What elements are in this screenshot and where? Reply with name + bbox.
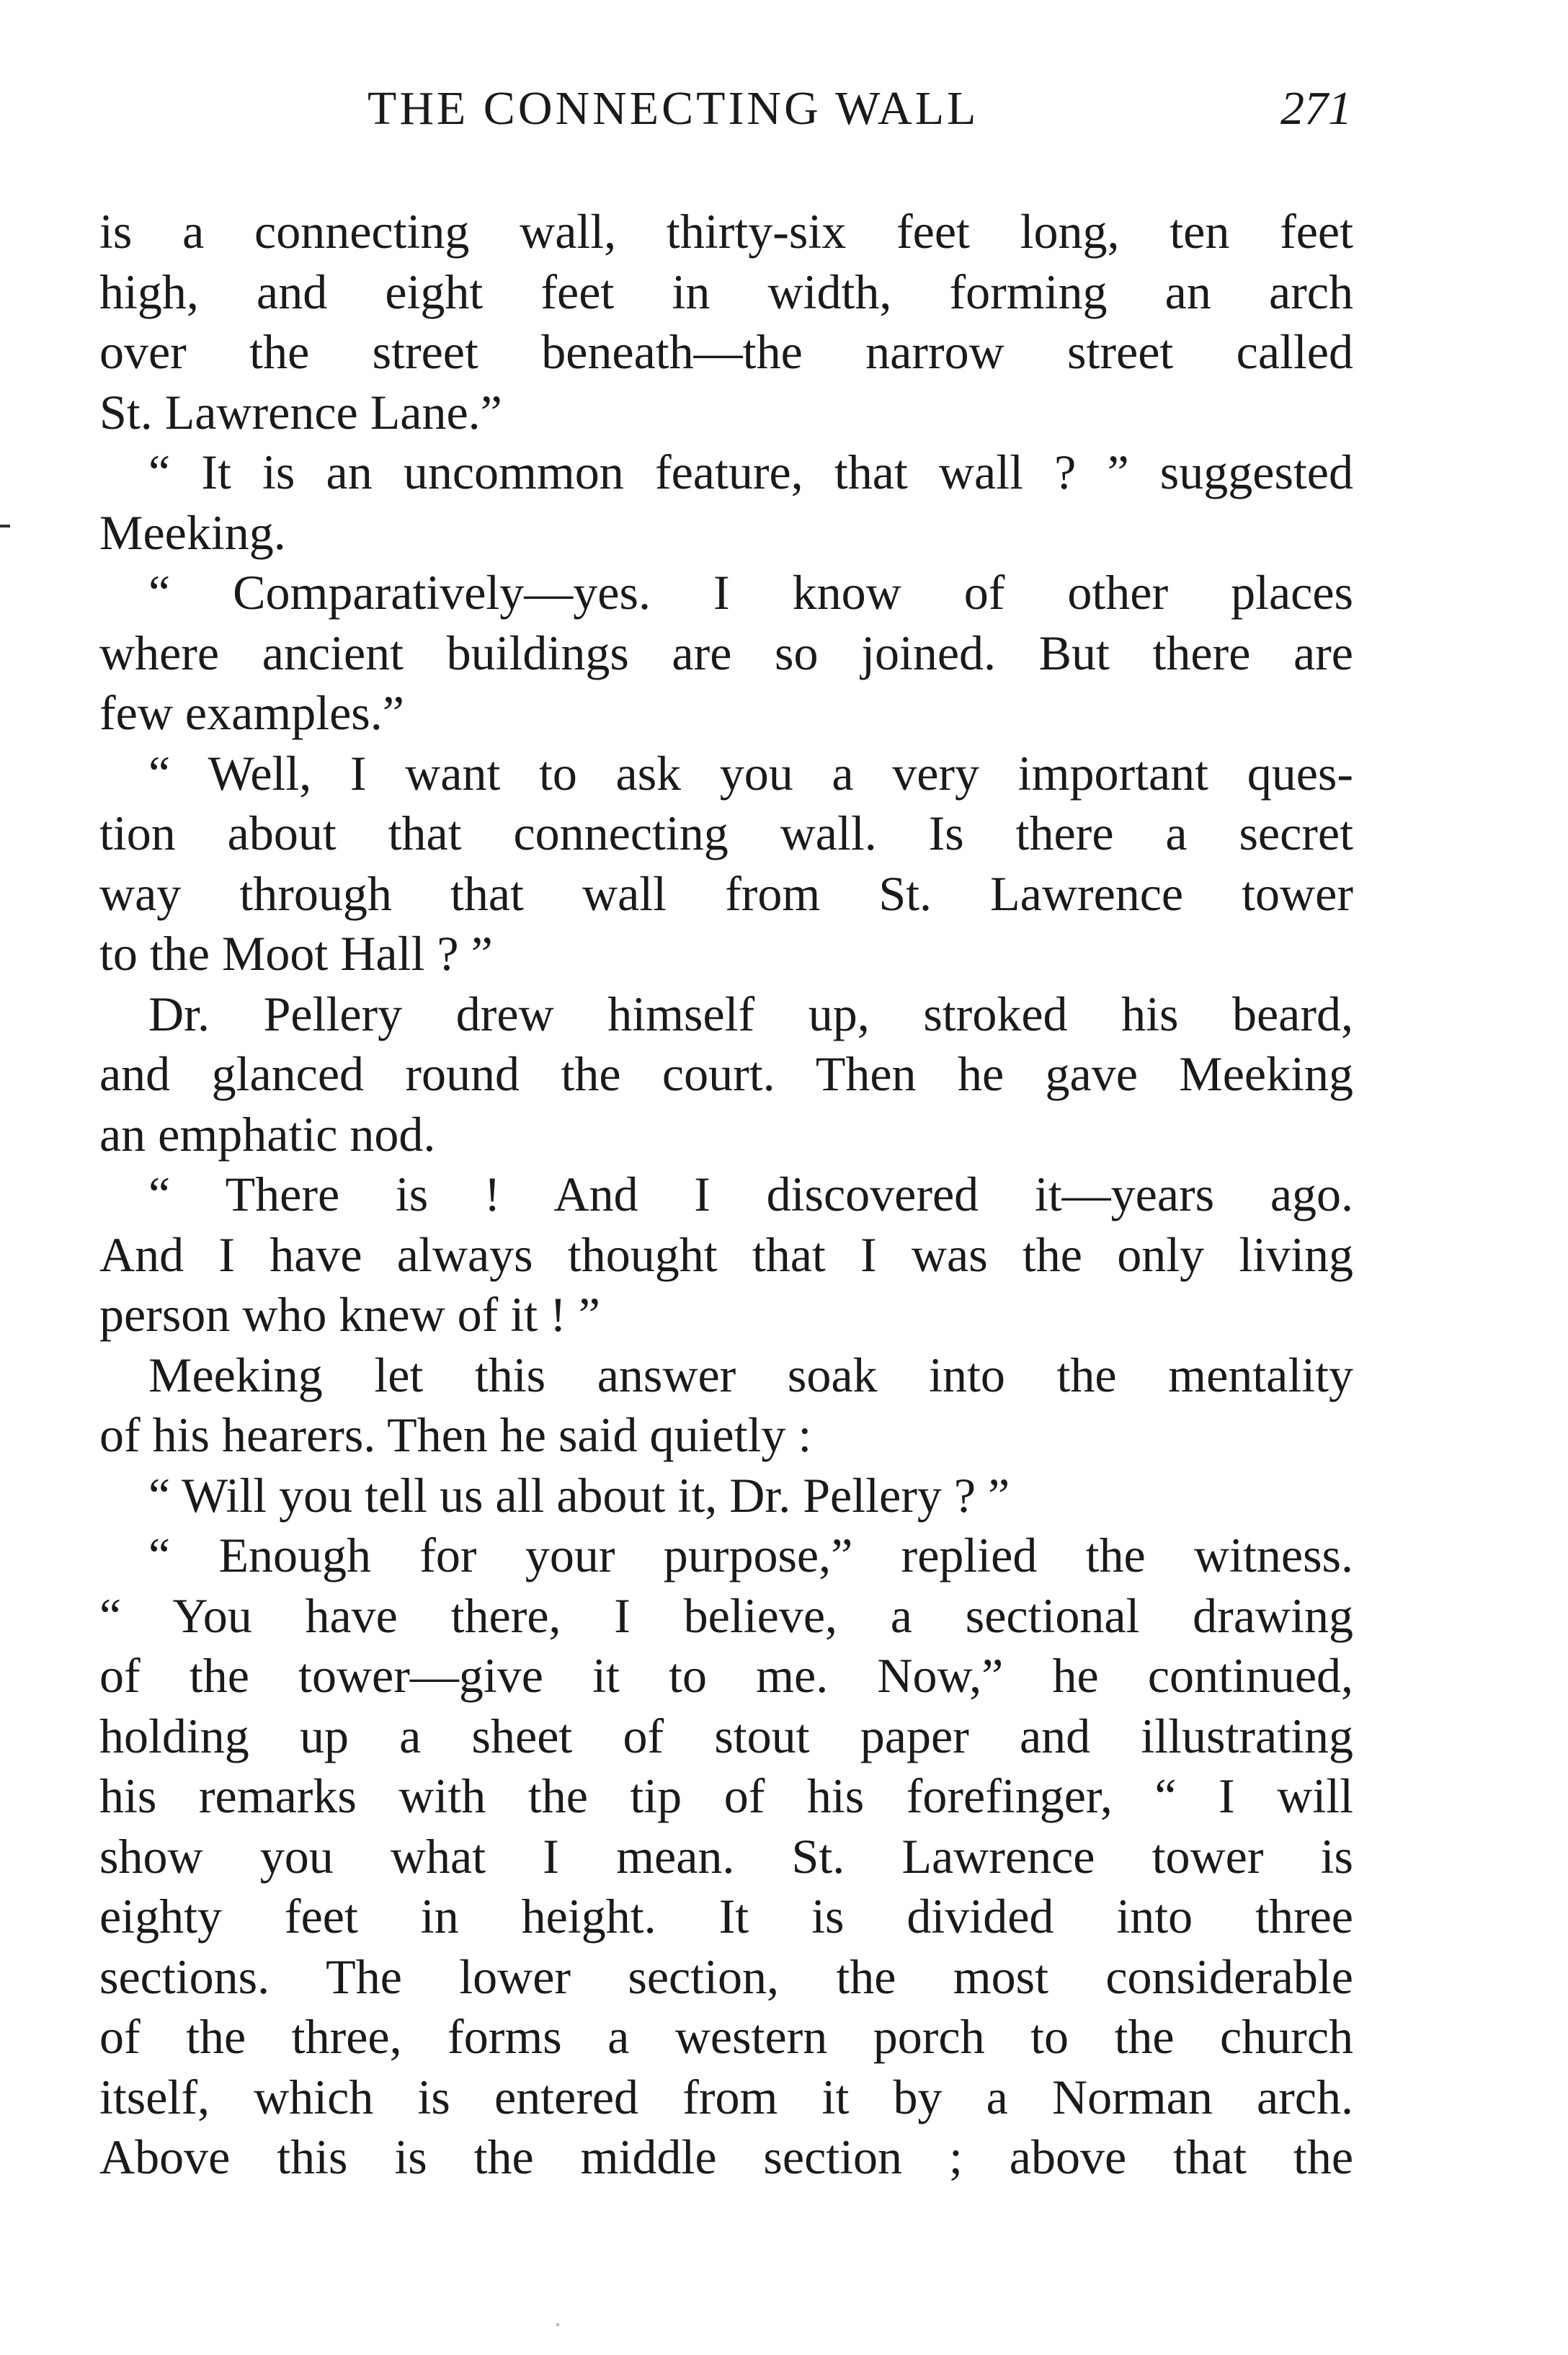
text-line: And I have always thought that I was the only living xyxy=(99,1227,1353,1282)
margin-mark xyxy=(0,525,10,527)
text-line: few examples.” xyxy=(99,685,404,740)
text-line: “ It is an uncommon feature, that wall ? ” suggested xyxy=(148,445,1353,499)
text-line: “ There is ! And I discovered it—years ago. xyxy=(148,1167,1353,1221)
text-line: Meeking. xyxy=(99,504,286,560)
text-line: over the street beneath—the narrow street called xyxy=(99,324,1353,379)
text-line: person who knew of it ! ” xyxy=(99,1287,600,1342)
running-title: THE CONNECTING WALL xyxy=(368,82,979,135)
scan-speck xyxy=(556,2323,559,2326)
text-line: where ancient buildings are so joined. But there are xyxy=(99,625,1353,680)
text-line: to the Moot Hall ? ” xyxy=(99,926,493,981)
text-line: “ You have there, I believe, a sectional drawing xyxy=(99,1588,1353,1643)
text-line: holding up a sheet of stout paper and illustrating xyxy=(99,1708,1353,1763)
text-line: his remarks with the tip of his forefinger, “ I will xyxy=(99,1768,1353,1823)
text-line: and glanced round the court. Then he gave Meeking xyxy=(99,1046,1353,1101)
text-line: of his hearers. Then he said quietly : xyxy=(99,1407,812,1462)
text-line: show you what I mean. St. Lawrence tower is xyxy=(99,1828,1353,1884)
text-line: way through that wall from St. Lawrence tower xyxy=(99,865,1353,921)
text-line: of the three, forms a western porch to the church xyxy=(99,2009,1353,2064)
text-line: “ Will you tell us all about it, Dr. Pellery ? ” xyxy=(148,1467,1010,1523)
body-text xyxy=(99,202,1353,2188)
text-line: of the tower—give it to me. Now,” he continued, xyxy=(99,1648,1353,1703)
text-line: sections. The lower section, the most considerable xyxy=(99,1949,1353,2004)
page-number: 271 xyxy=(1280,82,1352,135)
text-line: “ Comparatively—yes. I know of other places xyxy=(148,565,1353,620)
text-line: St. Lawrence Lane.” xyxy=(99,384,502,440)
text-line: eighty feet in height. It is divided into three xyxy=(99,1889,1353,1944)
text-line: “ Enough for your purpose,” replied the witness. xyxy=(148,1528,1353,1582)
text-line: Dr. Pellery drew himself up, stroked his beard, xyxy=(148,986,1353,1041)
text-line: high, and eight feet in width, forming an arch xyxy=(99,264,1353,319)
text-line: tion about that connecting wall. Is there a secret xyxy=(99,806,1353,860)
text-line: is a connecting wall, thirty-six feet long, ten feet xyxy=(99,204,1353,259)
text-line: an emphatic nod. xyxy=(99,1106,436,1162)
text-line: “ Well, I want to ask you a very important ques- xyxy=(148,745,1353,801)
text-line: Meeking let this answer soak into the mentality xyxy=(148,1347,1353,1402)
text-line: Above this is the middle section ; above that the xyxy=(99,2129,1353,2184)
text-line: itself, which is entered from it by a Norman arch. xyxy=(99,2069,1353,2124)
